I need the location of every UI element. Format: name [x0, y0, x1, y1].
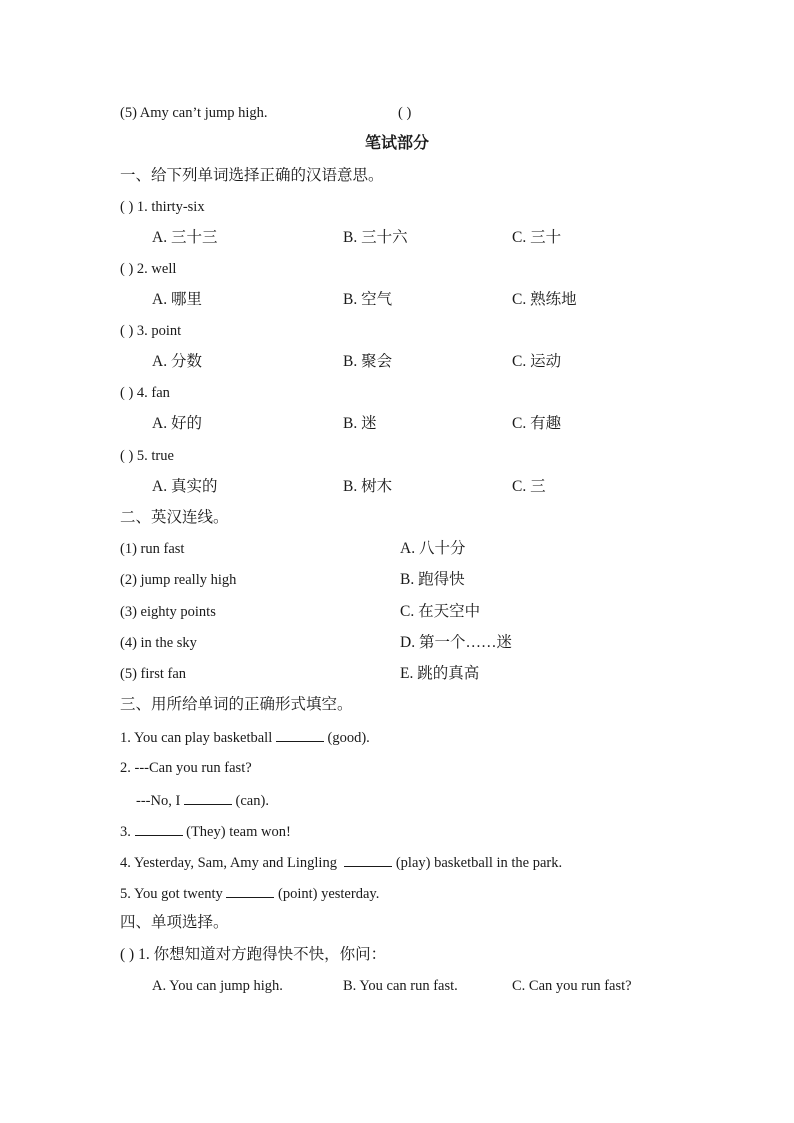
- s1-q5-option-a: A. 真实的: [152, 478, 218, 495]
- s1-q2-option-a: A. 哪里: [152, 291, 202, 308]
- s1-q2-stem: ( ) 2. well: [120, 261, 177, 277]
- fill-q5: [120, 885, 379, 902]
- section1-heading: 一、给下列单词选择正确的汉语意思。: [120, 167, 384, 184]
- mc-q1-stem: ( ) 1. 你想知道对方跑得快不快，你问：: [120, 946, 387, 963]
- fill-q5-blank[interactable]: [226, 885, 274, 898]
- s1-q3-option-c: C. 运动: [512, 353, 562, 370]
- mc-q1-option-c: C. Can you run fast?: [512, 978, 632, 994]
- s1-q4-option-c: C. 有趣: [512, 415, 562, 432]
- s1-q3-stem: ( ) 3. point: [120, 323, 182, 339]
- fill-q1: [120, 729, 370, 746]
- s1-q1-stem: ( ) 1. thirty-six: [120, 199, 205, 215]
- match-right-1: A. 八十分: [400, 540, 466, 557]
- s1-q5-stem: ( ) 5. true: [120, 448, 174, 464]
- fill-q3-blank[interactable]: [135, 823, 183, 836]
- s1-q3-option-a: A. 分数: [152, 353, 202, 370]
- page-title: 笔试部分: [365, 135, 430, 152]
- fill-q5-post: (point) yesterday.: [277, 886, 380, 902]
- s1-q1-option-a: A. 三十三: [152, 229, 218, 246]
- fill-q2-answer: [136, 792, 269, 809]
- fill-q3-post: (They) team won!: [186, 824, 291, 840]
- s1-q2-option-c: C. 熟练地: [512, 291, 577, 308]
- fill-q4-blank[interactable]: [344, 854, 392, 867]
- match-right-5: E. 跳的真高: [400, 665, 480, 682]
- s1-q4-option-b: B. 迷: [343, 415, 377, 432]
- fill-q2-pre: ---No, I: [136, 793, 181, 809]
- match-right-2: B. 跑得快: [400, 571, 465, 588]
- section4-heading: 四、单项选择。: [120, 914, 229, 931]
- match-left-3: (3) eighty points: [120, 604, 216, 620]
- fill-q2-post: (can).: [235, 793, 269, 809]
- fill-q2-blank[interactable]: [184, 792, 232, 805]
- fill-q2: 2. ---Can you run fast?: [120, 760, 252, 776]
- match-right-4: D. 第一个……迷: [400, 634, 512, 651]
- fill-q4-post: (play) basketball in the park.: [395, 855, 563, 871]
- fill-q5-pre: 5. You got twenty: [120, 886, 223, 902]
- s1-q1-option-c: C. 三十: [512, 229, 562, 246]
- match-left-2: (2) jump really high: [120, 572, 237, 588]
- match-left-4: (4) in the sky: [120, 635, 197, 651]
- s1-q2-option-b: B. 空气: [343, 291, 393, 308]
- fill-q3: [120, 823, 291, 840]
- s1-q4-option-a: A. 好的: [152, 415, 202, 432]
- fill-q1-post: (good).: [327, 730, 370, 746]
- s1-q1-option-b: B. 三十六: [343, 229, 408, 246]
- fill-q4: [120, 854, 562, 871]
- s1-q5-option-c: C. 三: [512, 478, 546, 495]
- prev-item-paren: ( ): [398, 105, 412, 121]
- match-left-5: (5) first fan: [120, 666, 187, 682]
- match-right-3: C. 在天空中: [400, 603, 481, 620]
- fill-q1-pre: 1. You can play basketball: [120, 730, 273, 746]
- fill-q4-pre: 4. Yesterday, Sam, Amy and Lingling: [120, 855, 337, 871]
- s1-q3-option-b: B. 聚会: [343, 353, 393, 370]
- s1-q5-option-b: B. 树木: [343, 478, 393, 495]
- fill-q1-blank[interactable]: [276, 729, 324, 742]
- fill-q3-pre: 3.: [120, 824, 131, 840]
- mc-q1-option-a: A. You can jump high.: [152, 978, 283, 994]
- prev-item-text: (5) Amy can’t jump high.: [120, 105, 268, 121]
- section2-heading: 二、英汉连线。: [120, 509, 229, 526]
- match-left-1: (1) run fast: [120, 541, 185, 557]
- section3-heading: 三、用所给单词的正确形式填空。: [120, 696, 353, 713]
- s1-q4-stem: ( ) 4. fan: [120, 385, 170, 401]
- mc-q1-option-b: B. You can run fast.: [343, 978, 458, 994]
